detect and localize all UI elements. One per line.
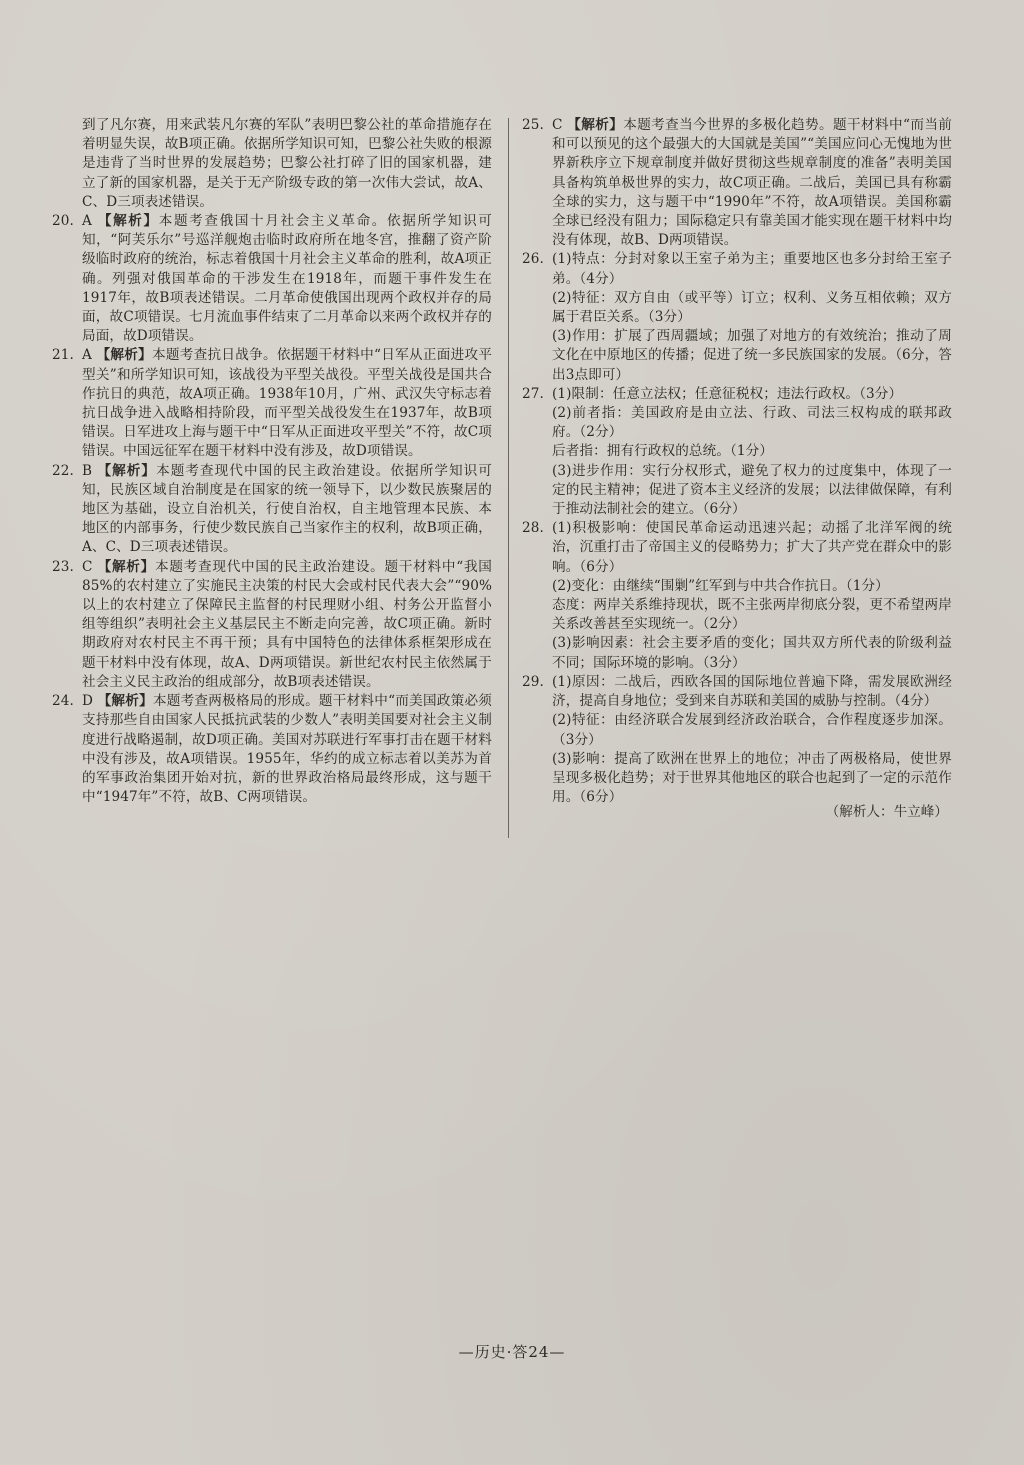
analysis-tag: 【解析】 [97,693,153,710]
item-text: 本题考查当今世界的多极化趋势。题干材料中“而当前和可以预见的这个最强大的大国就是美国”“美国应问心无愧地为世界新秩序立下规章制度并做好贯彻这些规章制度的准备”表明美国具备构筑单极世界的实力，故C项正确。二战后，美国已具有称霸全球的实力，这与题干中“1990年”不符，故A项错误。美国称霸全球已经没有阻力；国际稳定只有靠美国才能实现在题干材料中均没有体现，故B、D两项错误。 [552,117,952,249]
item-text: 本题考查俄国十月社会主义革命。依据所学知识可知，“阿芙乐尔”号巡洋舰炮击临时政府所在地冬宫，推翻了资产阶级临时政府的统治，标志着俄国十月社会主义革命的胜利，故A项正确。列强对俄国革命的干涉发生在1918年，而题干事件发生在1917年，故B项表述错误。二月革命使俄国出现两个政权并存的局面，故C项错误。七月流血事件结束了二月革命以来两个政权并存的局面，故D项错误。 [82,213,493,345]
item-number: 24. [52,693,74,710]
item-answer: A [82,347,92,364]
item-25 [522,116,952,250]
item-number: 23. [52,558,74,575]
item-28-part-2: (2)变化：由继续“围剿”红军到与中共合作抗日。（1分） [552,577,889,594]
item-number: 29. [522,673,544,690]
item-28-part-3: (3)影响因素：社会主要矛盾的变化；国共双方所代表的阶级利益不同；国际环境的影响。（3分） [552,635,952,671]
item-22 [52,462,492,558]
item-29-part-2: (2)特征：由经济联合发展到经济政治联合，合作程度逐步加深。（3分） [552,712,952,748]
item-27 [522,385,952,404]
analysis-tag: 【解析】 [97,558,155,575]
item-23 [52,558,492,692]
analysis-tag: 【解析】 [96,347,153,364]
item-number: 25. [522,117,544,133]
item-20 [52,212,492,346]
analysis-tag: 【解析】 [97,213,159,230]
analysis-tag: 【解析】 [567,117,624,133]
item-27-part-2: (2)前者指：美国政府是由立法、行政、司法三权构成的联邦政府。（2分） [552,405,952,441]
item-part-1: (1)积极影响：使国民革命运动迅速兴起；动摇了北洋军阀的统治，沉重打击了帝国主义的侵略势力；扩大了共产党在群众中的影响。（6分） [552,520,952,575]
item-24 [52,692,492,807]
item-text: 本题考查抗日战争。依据题干材料中“日军从正面进攻平型关”和所学知识可知，该战役为平型关战役。平型关战役是国共合作抗日的典范，故A项正确。1938年10月，广州、武汉失守标志着抗日战争进入战略相持阶段，而平型关战役发生在1937年，故B项错误。日军进攻上海与题干中“日军从正面进攻平型关”不符，故C项错误。中国远征军在题干材料中没有涉及，故D项错误。 [82,347,493,460]
item-answer: C [82,558,93,575]
item-26-part-3: (3)作用：扩展了西周疆域；加强了对地方的有效统治；推动了周文化在中原地区的传播；促进了统一多民族国家的发展。（6分，答出3点即可） [552,328,952,383]
item-part-1: (1)特点：分封对象以王室子弟为主；重要地区也多分封给王室子弟。（4分） [552,251,952,287]
item-29 [522,673,952,711]
item-answer: D [82,693,93,710]
item-answer: C [552,117,563,133]
item-number: 22. [52,462,74,479]
item-number: 21. [52,347,74,364]
column-divider [508,118,509,838]
analysis-tag: 【解析】 [97,462,157,479]
item-answer: A [82,213,92,230]
left-column [52,116,492,807]
item-text: 本题考查两极格局的形成。题干材料中“而美国政策必须支持那些自由国家人民抵抗武装的少数人”表明美国要对社会主义制度进行战略遏制，故D项正确。美国对苏联进行军事打击在题干材料中没有涉及，故A项错误。1955年，华约的成立标志着以美苏为首的军事政治集团开始对抗，新的世界政治格局最终形成，这与题干中“1947年”不符，故B、C两项错误。 [82,693,492,806]
item-28-part-2b: 态度：两岸关系维持现状，既不主张两岸彻底分裂，更不希望两岸关系改善甚至实现统一。（2分） [552,597,952,633]
page-footer: —历史·答24— [458,1343,566,1361]
analyst-credit: （解析人：牛立峰） [825,804,948,820]
item-text: 本题考查现代中国的民主政治建设。依据所学知识可知，民族区域自治制度是在国家的统一领导下，以少数民族聚居的地区为基础，设立自治机关，行使自治权，自主地管理本民族、本地区的内部事务，行使少数民族自己当家作主的权利，故B项正确，A、C、D三项表述错误。 [82,462,492,556]
item-number: 28. [522,520,544,537]
item-number: 20. [52,213,74,230]
item-number: 27. [522,385,544,402]
item-19-continued: 到了凡尔赛，用来武装凡尔赛的军队”表明巴黎公社的革命措施存在着明显失误，故B项正确。依据所学知识可知，巴黎公社失败的根源是违背了当时世界的发展趋势；巴黎公社打碎了旧的国家机器，建立了新的国家机器，是关于无产阶级专政的第一次伟大尝试，故A、C、D三项表述错误。 [82,117,492,210]
item-28 [522,519,952,577]
item-27-part-3: (3)进步作用：实行分权形式，避免了权力的过度集中，体现了一定的民主精神；促进了资本主义经济的发展；以法律做保障，有利于推动法制社会的建立。（6分） [552,462,952,518]
item-29-part-3: (3)影响：提高了欧洲在世界上的地位；冲击了两极格局，使世界呈现多极化趋势；对于世界其他地区的联合也起到了一定的示范作用。（6分） [552,750,952,806]
item-part-1: (1)原因：二战后，西欧各国的国际地位普遍下降，需发展欧洲经济，提高自身地位；受到来自苏联和美国的威胁与控制。（4分） [552,673,952,710]
item-21 [52,346,492,461]
item-part-1: (1)限制：任意立法权；任意征税权；违法行政权。（3分） [552,385,903,402]
item-26 [522,250,952,288]
item-number: 26. [522,251,544,268]
item-answer: B [82,462,93,479]
right-column [522,116,952,807]
item-27-part-2b: 后者指：拥有行政权的总统。（1分） [552,443,774,460]
item-text: 本题考查现代中国的民主政治建设。题干材料中“我国85%的农村建立了实施民主决策的村民大会或村民代表大会”“90%以上的农村建立了保障民主监督的村民理财小组、村务公开监督小组等组织”表明社会主义基层民主不断走向完善，故C项正确。新时期政府对农村民主不再干预；具有中国特色的法律体系框架形成在题干材料中没有体现，故A、D两项错误。新世纪农村民主依然属于社会主义民主政治的组成部分，故B项表述错误。 [82,558,492,690]
item-26-part-2: (2)特征：双方自由（或平等）订立；权利、义务互相依赖；双方属于君臣关系。（3分） [552,289,952,326]
